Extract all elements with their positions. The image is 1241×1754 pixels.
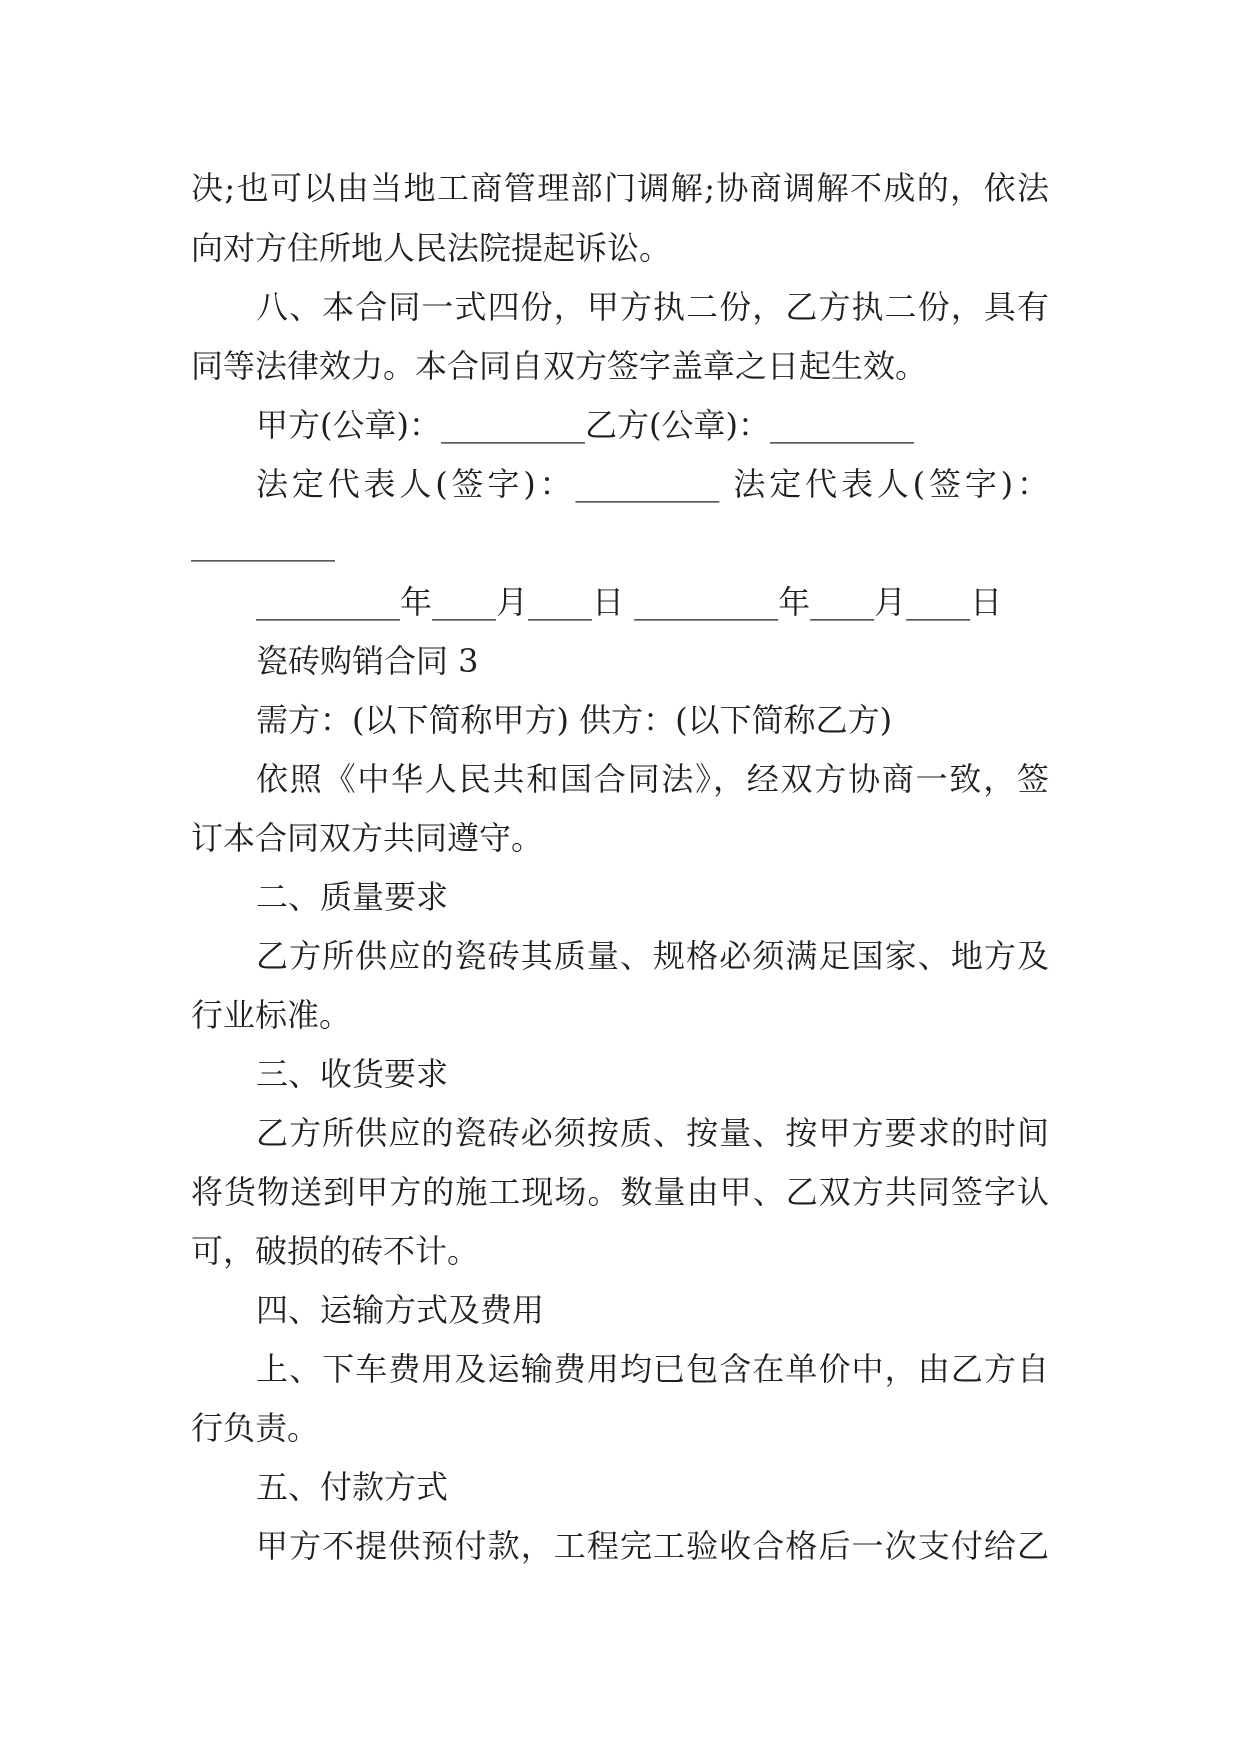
text-line-21: 上、下车费用及运输费用均已包含在单价中，由乙方自 [256,1350,1049,1388]
signature-blank-line: _________ [191,524,335,562]
section-heading-receiving: 三、收货要求 [256,1055,449,1093]
text-line-18: 将货物送到甲方的施工现场。数量由甲、乙双方共同签字认 [191,1173,1049,1211]
contract-title: 瓷砖购销合同 3 [256,642,479,680]
legal-representative-line: 法定代表人(签字)：_________ 法定代表人(签字)： [256,465,1049,503]
text-line-3: 八、本合同一式四份，甲方执二份，乙方执二份，具有 [256,288,1049,326]
text-line-2: 向对方住所地人民法院提起诉讼。 [191,229,672,267]
text-line-22: 行负责。 [191,1409,320,1447]
date-line: _________年____月____日 _________年____月____日 [256,583,1003,621]
signature-seal-line: 甲方(公章)：_________乙方(公章)：_________ [256,406,914,444]
text-line-12: 订本合同双方共同遵守。 [191,819,544,857]
section-heading-payment: 五、付款方式 [256,1468,449,1506]
section-heading-transport: 四、运输方式及费用 [256,1291,545,1329]
text-line-17: 乙方所供应的瓷砖必须按质、按量、按甲方要求的时间 [256,1114,1049,1152]
section-heading-quality: 二、质量要求 [256,878,449,916]
text-line-14: 乙方所供应的瓷砖其质量、规格必须满足国家、地方及 [256,937,1049,975]
text-line-15: 行业标准。 [191,996,352,1034]
text-line-11: 依照《中华人民共和国合同法》，经双方协商一致，签 [256,760,1049,798]
text-line-1: 决;也可以由当地工商管理部门调解;协商调解不成的，依法 [191,169,1049,207]
parties-line: 需方：(以下简称甲方) 供方：(以下简称乙方) [256,701,893,739]
text-line-19: 可，破损的砖不计。 [191,1232,480,1270]
text-line-4: 同等法律效力。本合同自双方签字盖章之日起生效。 [191,347,928,385]
text-line-24: 甲方不提供预付款，工程完工验收合格后一次支付给乙 [256,1527,1049,1565]
